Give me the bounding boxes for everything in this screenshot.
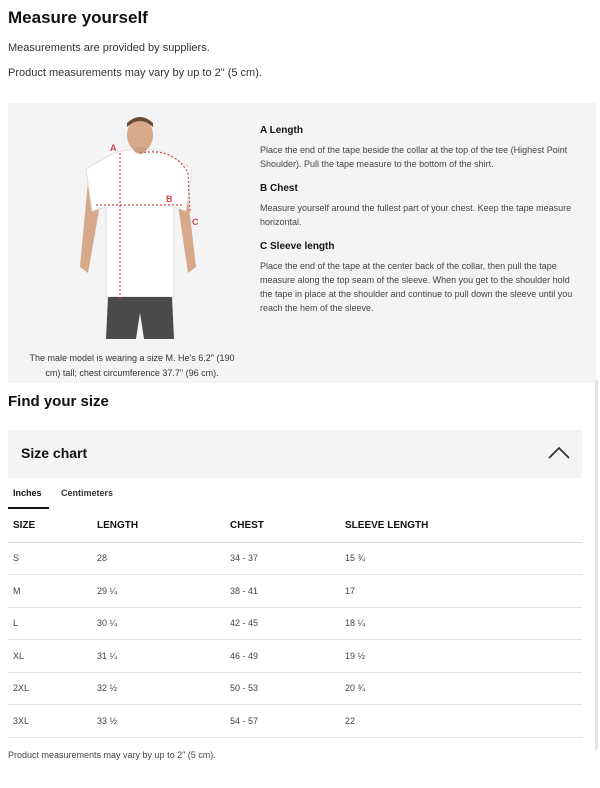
chevron-up-icon[interactable]	[548, 445, 570, 461]
cell-chest: 54 - 57	[230, 705, 345, 738]
step-chest-text: Measure yourself around the fullest part of your chest. Keep the tape measure horizontal.	[260, 203, 572, 227]
tab-inches[interactable]: Inches	[13, 488, 42, 498]
col-size: SIZE	[8, 510, 97, 542]
find-your-size-heading: Find your size	[8, 393, 109, 410]
model-figure	[74, 117, 202, 339]
size-table	[8, 510, 582, 738]
table-row	[8, 607, 582, 640]
cell-sleeve: 22	[345, 705, 582, 738]
size-chart-toggle[interactable]	[8, 430, 582, 478]
step-length-heading: A Length	[260, 125, 303, 136]
cell-length: 33 ½	[97, 705, 230, 738]
cell-chest: 46 - 49	[230, 640, 345, 673]
cell-sleeve: 15 ¾	[345, 542, 582, 575]
cell-size: S	[8, 542, 97, 575]
step-chest-heading: B Chest	[260, 183, 298, 194]
cell-size: L	[8, 607, 97, 640]
cell-sleeve: 17	[345, 575, 582, 608]
marker-b: B	[166, 194, 173, 204]
cell-sleeve: 18 ¼	[345, 607, 582, 640]
table-row	[8, 672, 582, 705]
cell-chest: 50 - 53	[230, 672, 345, 705]
cell-length: 31 ¼	[97, 640, 230, 673]
active-tab-indicator	[8, 507, 49, 509]
cell-chest: 38 - 41	[230, 575, 345, 608]
measure-yourself-heading: Measure yourself	[8, 8, 148, 27]
step-length-text: Place the end of the tape beside the collar at the top of the tee (Highest Point Shoulder). Pull the tape measure to the bottom of the shirt.	[260, 145, 568, 169]
marker-a: A	[110, 143, 117, 153]
cell-length: 32 ½	[97, 672, 230, 705]
measurement-guide	[8, 103, 596, 383]
table-row	[8, 705, 582, 738]
unit-tabs	[8, 483, 582, 509]
col-sleeve-length: SLEEVE LENGTH	[345, 510, 582, 542]
marker-c: C	[192, 217, 199, 227]
table-row	[8, 575, 582, 608]
table-row	[8, 640, 582, 673]
size-chart-title: Size chart	[21, 445, 88, 461]
col-length: LENGTH	[97, 510, 230, 542]
model-caption: The male model is wearing a size M. He's 6.2" (190 cm) tall; chest circumference 37.7" (96 cm).	[29, 353, 235, 378]
step-sleeve-heading: C Sleeve length	[260, 241, 335, 252]
step-sleeve-text: Place the end of the tape at the center back of the collar, then pull the tape measure along the top seam of the sleeve. When you get to the shoulder hold the tape in place at the shoulder and continue to pull down the sleeve until you reach the hem of the sleeve.	[260, 261, 573, 313]
cell-size: 2XL	[8, 672, 97, 705]
cell-length: 28	[97, 542, 230, 575]
tab-centimeters[interactable]: Centimeters	[61, 488, 114, 498]
cell-size: M	[8, 575, 97, 608]
variance-note: Product measurements may vary by up to 2" (5 cm).	[8, 67, 262, 79]
measurement-steps	[260, 125, 582, 327]
cell-sleeve: 19 ½	[345, 640, 582, 673]
cell-size: XL	[8, 640, 97, 673]
cell-chest: 34 - 37	[230, 542, 345, 575]
table-footnote: Product measurements may vary by up to 2" (5 cm).	[8, 750, 216, 760]
col-chest: CHEST	[230, 510, 345, 542]
cell-chest: 42 - 45	[230, 607, 345, 640]
suppliers-note: Measurements are provided by suppliers.	[8, 42, 210, 54]
cell-size: 3XL	[8, 705, 97, 738]
table-row	[8, 542, 582, 575]
page-scrollbar[interactable]	[595, 380, 598, 750]
cell-length: 29 ¼	[97, 575, 230, 608]
table-header-row	[8, 510, 582, 542]
cell-length: 30 ¼	[97, 607, 230, 640]
cell-sleeve: 20 ¾	[345, 672, 582, 705]
